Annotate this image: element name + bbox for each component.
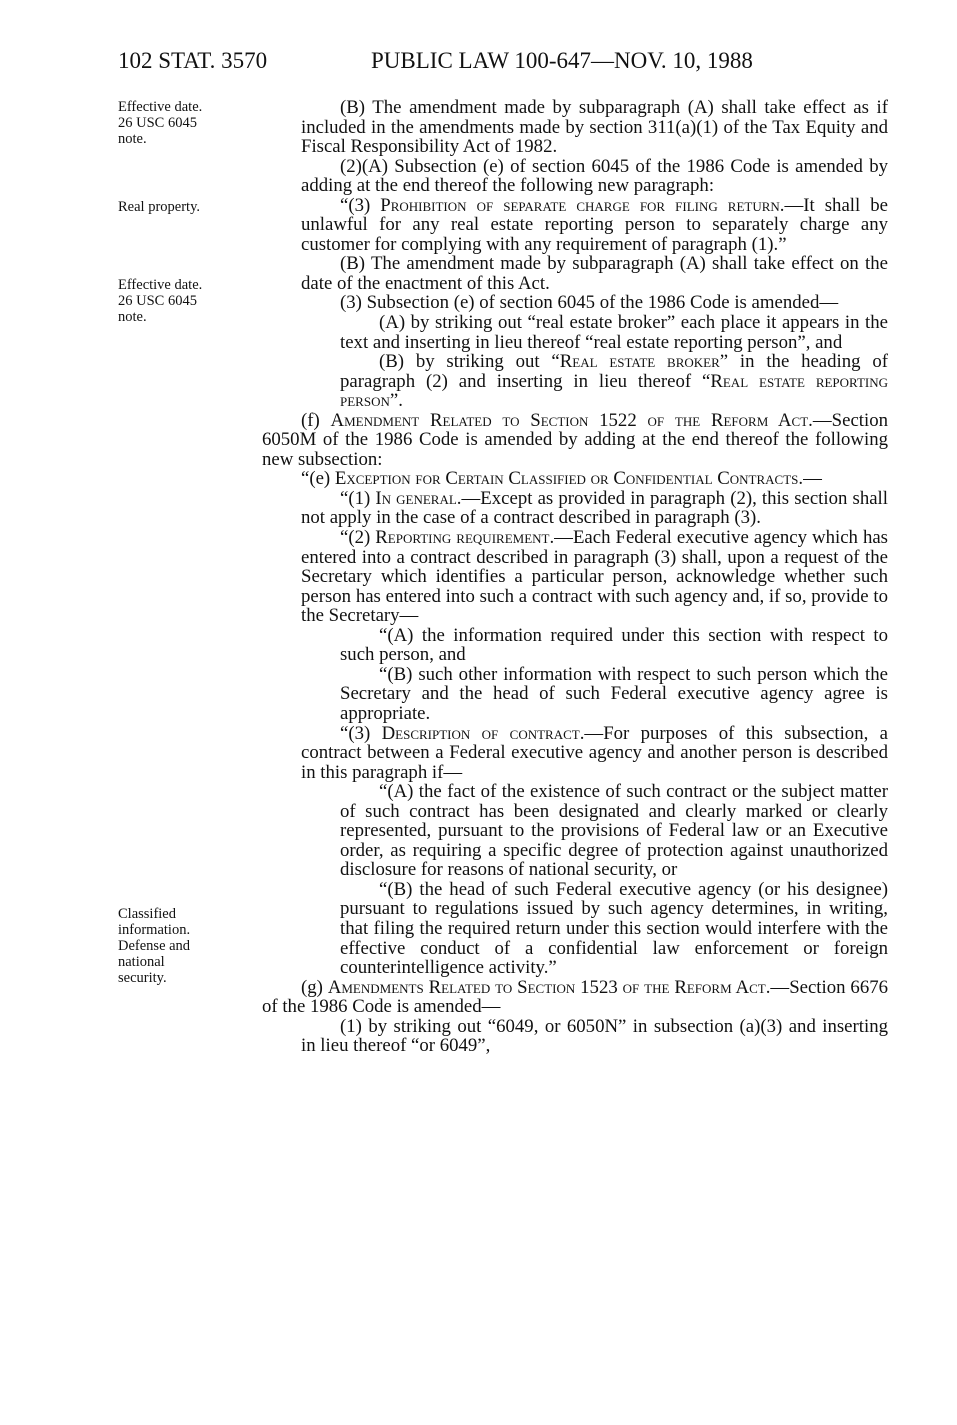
paragraph-number: “(3) <box>340 722 382 744</box>
statute-body <box>262 98 888 1056</box>
paragraph-number: (g) <box>301 976 328 998</box>
paragraph-text: —For purposes of this subsection, a contract between a Federal executive agency and another person is described in this paragraph if— <box>301 722 888 783</box>
subparagraph-b-head-of-agency: “(B) the head of such Federal executive agency (or his designee) pursuant to regulations issued by such agency determines, in writing, that filing the required return under this section would interfere with the effective conduct of a confidential law enforcement or foreign counterintelligence activity.” <box>340 878 888 979</box>
margin-note-line: information. <box>118 922 191 938</box>
paragraph-number: (f) <box>301 409 331 431</box>
paragraph-b-effective: (B) The amendment made by subparagraph (A) shall take effect as if included in the amendments made by section 311(a)(1) of the Tax Equity and Fiscal Responsibility Act of 1982. <box>301 97 888 158</box>
paragraph-number: “(e) <box>301 468 335 490</box>
paragraph-b-enactment: (B) The amendment made by subparagraph (A) shall take effect on the date of the enactment of this Act. <box>301 253 888 294</box>
margin-note-line: national <box>118 954 165 970</box>
margin-note-line: note. <box>118 131 147 147</box>
paragraph-3-description <box>262 724 888 783</box>
paragraph-3-amended: (3) Subsection (e) of section 6045 of the 1986 Code is amended— <box>340 292 839 314</box>
margin-note-line: note. <box>118 309 147 325</box>
margin-note-line: 26 USC 6045 <box>118 115 197 131</box>
paragraph-1-striking: (1) by striking out “6049, or 6050N” in subsection (a)(3) and inserting in lieu thereof “or 6049”, <box>301 1015 888 1057</box>
margin-note-line: 26 USC 6045 <box>118 293 197 309</box>
paragraph-text: —Except as provided in paragraph (2), this section shall not apply in the case of a contract described in paragraph (3). <box>301 487 888 529</box>
paragraph-text: —Section 6050M of the 1986 Code is amended by adding at the end thereof the following new subsection: <box>262 409 888 470</box>
margin-note-line: Effective date. <box>118 99 203 115</box>
subsection-f <box>262 411 888 470</box>
paragraph-text: (B) by striking out “ <box>379 351 560 373</box>
margin-note-effective-date-2 <box>118 277 202 325</box>
paragraph-2-reporting <box>262 528 888 626</box>
paragraph-2a: (2)(A) Subsection (e) of section 6045 of the 1986 Code is amended by adding at the end thereof the following new paragraph: <box>301 155 888 197</box>
paragraph-text: —It shall be unlawful for any real estate reporting person to separately charge any customer for complying with any requirement of paragraph (1).” <box>301 194 888 255</box>
subsection-g <box>262 978 888 1017</box>
paragraph-heading: In general. <box>375 487 462 509</box>
paragraph-heading: Real estate reporting person <box>340 370 888 412</box>
paragraph-number: “(2) <box>340 527 376 549</box>
paragraph-text: —Each Federal executive agency which has entered into a contract described in paragraph (3) shall, upon a request of the Secretary which identifies a particular person, acknowledge whether such person has entered into such a contract with such agency and, if so, provide to the Secretary— <box>301 527 888 627</box>
subparagraph-a-information: “(A) the information required under this section with respect to such person, and <box>340 624 888 666</box>
page-header <box>0 48 957 88</box>
subparagraph-a-existence: “(A) the fact of the existence of such contract or the subject matter of such contract has been designated and clearly marked or clearly represented, pursuant to the provisions of Federal law or an Executive order, as requiring a specific degree of protection against unauthorized disclosure for reasons of national security, or <box>340 781 888 881</box>
margin-note-line: Effective date. <box>118 277 203 293</box>
public-law-title: PUBLIC LAW 100-647—NOV. 10, 1988 <box>371 48 753 73</box>
paragraph-heading: Amendments Related to Section 1523 of the Reform Act. <box>327 976 771 998</box>
stat-page-number: 102 STAT. 3570 <box>118 48 268 73</box>
subsection-e-exception <box>262 469 888 489</box>
margin-note-real-property <box>118 199 200 215</box>
margin-note-line: Defense and <box>118 938 191 954</box>
paragraph-heading: Reporting requirement. <box>375 527 555 549</box>
margin-note-line: Classified <box>118 906 176 922</box>
paragraph-number: “(3) <box>340 194 381 216</box>
paragraph-text: —Section 6676 of the 1986 Code is amended— <box>262 976 888 1018</box>
margin-note-line: Real property. <box>118 199 201 215</box>
subparagraph-b-other-information: “(B) such other information with respect to such person which the Secretary and the head of such Federal executive agency agree is appropriate. <box>340 663 888 724</box>
paragraph-number: “(1) <box>340 487 376 509</box>
subparagraph-a-striking: (A) by striking out “real estate broker” each place it appears in the text and inserting in lieu thereof “real estate reporting person”, and <box>340 312 888 353</box>
paragraph-text: ”. <box>389 390 403 412</box>
paragraph-heading: Exception for Certain Classified or Confidential Contracts. <box>334 468 804 490</box>
paragraph-heading: Real estate broker <box>559 351 720 373</box>
margin-note-classified-information <box>118 906 190 986</box>
paragraph-heading: Description of contract. <box>381 722 585 744</box>
paragraph-1-in-general <box>262 489 888 528</box>
paragraph-text: ” in the heading of paragraph (2) and inserting in lieu thereof “ <box>340 351 888 392</box>
paragraph-text: — <box>803 468 822 490</box>
margin-note-effective-date <box>118 99 202 147</box>
margin-note-line: security. <box>118 970 167 986</box>
paragraph-heading: Amendment Related to Section 1522 of the Reform Act. <box>330 409 813 431</box>
paragraph-3-prohibition <box>262 196 888 255</box>
subparagraph-b-striking <box>262 352 888 411</box>
paragraph-heading: Prohibition of separate charge for filing return. <box>380 194 785 216</box>
